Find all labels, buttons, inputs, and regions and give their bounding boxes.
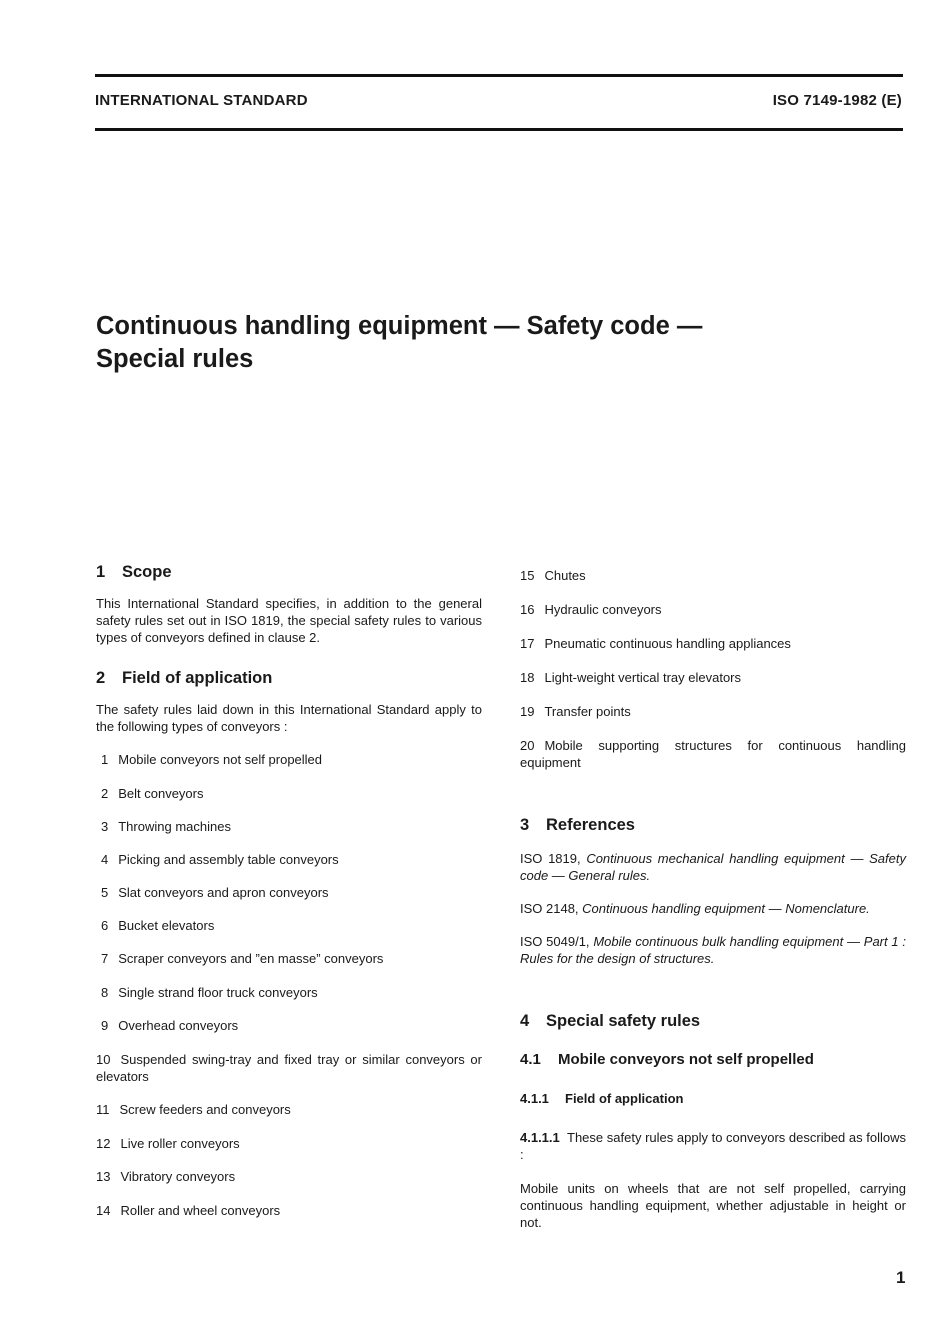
reference-iso-5049: ISO 5049/1, Mobile continuous bulk handling equipment — Part 1 : Rules for the design of structures.: [520, 934, 906, 966]
list-item: 3 Throwing machines: [101, 819, 231, 834]
clause-4-1-1-1-paragraph: Mobile units on wheels that are not self propelled, carrying continuous handling equipment, whether adjustable in height or not.: [520, 1181, 906, 1230]
page-number: 1: [896, 1268, 906, 1287]
header-top-rule: [95, 74, 903, 77]
section-scope-heading: 1 Scope: [96, 563, 172, 581]
list-item: 18 Light-weight vertical tray elevators: [520, 670, 741, 685]
list-item: 5 Slat conveyors and apron conveyors: [101, 885, 329, 900]
reference-iso-2148: ISO 2148, Continuous handling equipment — Nomenclature.: [520, 901, 870, 916]
field-intro: The safety rules laid down in this International Standard apply to the following types of conveyors :: [96, 702, 482, 734]
list-item: 13 Vibratory conveyors: [96, 1169, 236, 1184]
header-left: INTERNATIONAL STANDARD: [95, 92, 308, 109]
list-item: 6 Bucket elevators: [101, 918, 215, 933]
section-field-heading: 2 Field of application: [96, 669, 273, 687]
list-item: 16 Hydraulic conveyors: [520, 602, 662, 617]
list-item: 17 Pneumatic continuous handling appliances: [520, 636, 791, 651]
title-line-1: Continuous handling equipment — Safety code —: [96, 312, 703, 340]
list-item: 1 Mobile conveyors not self propelled: [101, 752, 323, 767]
list-item: 20 Mobile supporting structures for continuous handling equipment: [520, 738, 906, 770]
header-right: ISO 7149-1982 (E): [772, 92, 902, 109]
clause-4-1-1-1: 4.1.1.1 These safety rules apply to conveyors described as follows :: [520, 1130, 906, 1162]
list-item: 19 Transfer points: [520, 704, 631, 719]
conveyor-list-continued: [520, 567, 906, 771]
subsection-4-1-1-heading: 4.1.1 Field of application: [520, 1091, 684, 1106]
subsection-4-1-heading: 4.1 Mobile conveyors not self propelled: [520, 1051, 814, 1068]
list-item: 2 Belt conveyors: [101, 786, 204, 801]
header-bottom-rule: [95, 128, 903, 131]
section-special-rules-heading: 4 Special safety rules: [520, 1012, 701, 1030]
list-item: 15 Chutes: [520, 568, 586, 583]
section-references-heading: 3 References: [520, 816, 635, 834]
list-item: 14 Roller and wheel conveyors: [96, 1203, 281, 1218]
document-title: [96, 310, 856, 376]
list-item: 8 Single strand floor truck conveyors: [101, 985, 318, 1000]
list-item: 7 Scraper conveyors and ”en masse” conveyors: [101, 951, 384, 966]
list-item: 12 Live roller conveyors: [96, 1136, 240, 1151]
scope-text: This International Standard specifies, in addition to the general safety rules set out in ISO 1819, the special safety rules to various types of conveyors defined in clause 2.: [96, 596, 482, 645]
conveyor-list: [96, 751, 482, 1219]
reference-iso-1819: ISO 1819, Continuous mechanical handling equipment — Safety code — General rules.: [520, 851, 906, 883]
list-item: 10 Suspended swing-tray and fixed tray or similar conveyors or elevators: [96, 1052, 482, 1084]
list-item: 9 Overhead conveyors: [101, 1018, 239, 1033]
left-column: [96, 560, 482, 1219]
list-item: 11 Screw feeders and conveyors: [96, 1102, 291, 1117]
title-line-2: Special rules: [96, 345, 254, 373]
right-column: [520, 560, 906, 1231]
list-item: 4 Picking and assembly table conveyors: [101, 852, 339, 867]
